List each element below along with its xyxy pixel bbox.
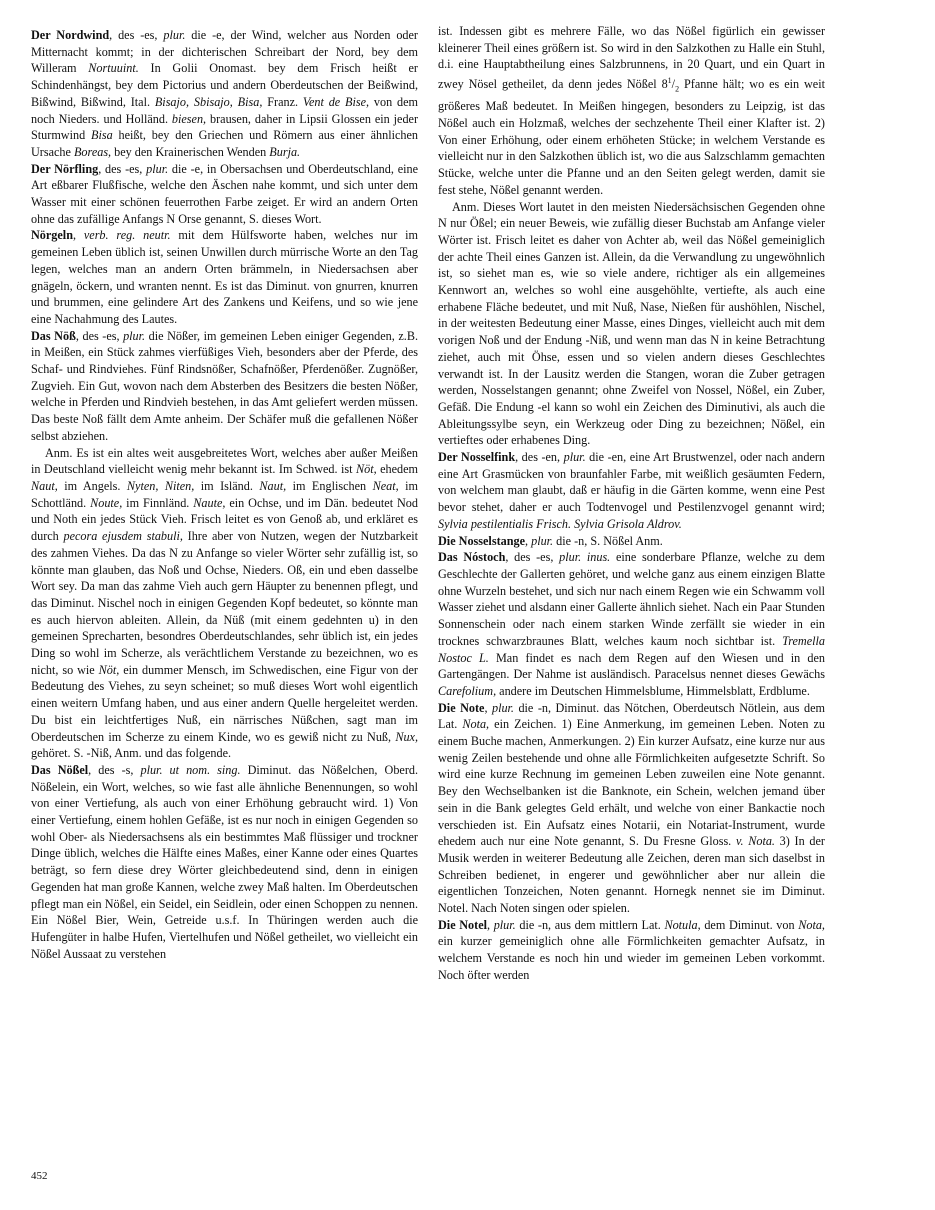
entry-text: im Schottländ. [31, 478, 418, 510]
entry-text: von dem noch Nieders. und Holländ. [31, 94, 419, 126]
entry-headword: Der Nörfling [31, 161, 99, 176]
entry-nosselstange [438, 533, 825, 550]
entry-text: die -n, aus dem mittlern Lat. [515, 917, 665, 932]
entry-text: ein dummer Mensch, im Schwedischen, eine Figur von der Bedeutung des Viehes, zu seyn scheinet; so muß dieses Wort wohl eigentlich einen weitern Umfang haben, und aus einer andern Quelle hergeleitet werden. Du bist ein leichtfertiges Nuß, ein närrisches Nüßchen, sagt man im Oberdeutschen im Scherze zu einem Kinde, wo es gewiß nicht zu Nuß, [31, 662, 418, 744]
entry-text: dem Diminut. von [700, 917, 799, 932]
entry-text: Anm. Dieses Wort lautet in den meisten Niedersächsischen Gegenden ohne N nur Ößel; ein neuer Beweis, wie zufällig dieser Buchstab am Anfange vieler Wörter ist. Frisch leitet es daher von Achter ab, weil das Nößel gemeiniglich der achte Theil eines Ganzen ist. Allein, da die Verwandlung zu ungewöhnlich ist, so siehet man es, wie so viele andere, richtiger als ein allgemeines Kennwort an, welches so wohl eine ausgehöhlte, vertiefte, als auch eine erhabene Fläche bedeutet, und mit Nuß, Nase, Nießen für aushöhlen, Nischel, in der weitesten Bedeutung einer Masse, eines Dinges, vielleicht auch mit dem vorigen Noß und der Endung -Niß, und wenn man das N in keine Betrachtung ziehet, auch mit Öhse, essen und so vielen andern dieses Geschlechtes verwandt ist. In der Lausitz werden die Stangen, woran die Zuber getragen werden, Nosselstangen genannt; ohne Zweifel von Nossel, Nößel, ein Zuber, Gefäß. Die Endung -el kann so wohl ein Zeichen des Diminutivi, als auch die Ableitungssylbe seyn, ein Werkzeug oder Ding zu bezeichnen; Nößel, ein vertieftes oder erhabenes Ding. [438, 199, 825, 448]
italic-text: Burja. [269, 144, 301, 159]
italic-text: verb. reg. neutr. [83, 228, 171, 243]
entry-nosselfink [438, 449, 825, 533]
entry-text: , des -es, [109, 28, 164, 42]
italic-text: Nortuuint. [88, 61, 139, 76]
entry-text: die -e, der Wind, welcher aus Norden oder Mitternacht kommt; in der dichterischen Schreibart der Nord, bey dem Willeram [31, 28, 418, 76]
entry-text: die -e, in Obersachsen und Oberdeutschland, eine Art eßbarer Flußfische, welche den Äschen nahe kommt, und sich unter dem Wasser mit einer schönen feuerrothen Farbe zeiget. Er wird an andern Orten ohne das zufällige Anfangs N Orse genannt, S. dieses Wort. [31, 161, 418, 226]
italic-text: Naut, [31, 478, 58, 493]
left-column [31, 27, 418, 962]
entry-text: , des -es, [505, 550, 560, 565]
italic-text: Bisajo, Sbisajo, Bisa, [154, 94, 263, 109]
entry-text: Diminut. das Nößelchen, Oberd. Nößelein, ein Wort, welches, so wie fast alle ähnliche Benennungen, so wohl von einer Vertiefung, als auch von einer Erhöhung gebraucht wird. 1) Von einer Vertiefung, einem hohlen Gefäße, ist es nur noch in einigen Gegenden so wohl Ober- als Niedersachsens als ein bestimmtes Maß flüssiger und trockner Dinge üblich, welches die Hälfte eines Maßes, einer Kanne oder eines Quartes beträgt, so fern diese drey Wörter gleichbedeutend sind, denn in einigen Gegenden hat man große Kannen, welche zwey Maß halten. Im Oberdeutschen pflegt man ein Nößel, ein Seidel, ein Seidlein, oder einen Schoppen zu nennen. Ein Nößel Bier, Wein, Getreide u.s.f. In Thüringen werden auch die Hufengüter in halbe Hufen, Viertelhufen und Nößel getheilet, wo vielleicht ein Nößel Aussaat zu verstehen [31, 762, 419, 961]
entry-text: im Finnländ. [122, 495, 194, 510]
italic-text: Nöt, [355, 462, 377, 477]
italic-text: Neat, [372, 478, 399, 493]
entry-headword: Der Nosselfink [438, 450, 516, 465]
entry-text: brausen, daher in Lipsii Glossen ein jeder Sturmwind [31, 111, 419, 143]
italic-text: v. Nota. [735, 834, 775, 849]
entry-text: im Angels. [57, 478, 127, 493]
italic-text: Naut, [259, 478, 287, 493]
entry-headword: Nörgeln [31, 228, 73, 243]
entry-text: bey den Krainerischen Wenden [111, 144, 270, 159]
entry-text: gehöret. S. -Niß, Anm. und das folgende. [31, 746, 232, 761]
entry-text: die Nößer, im gemeinen Leben einiger Gegenden, z.B. in Meißen, ein Stück zahmes vierfüßiges Vieh, besonders aber der Pferde, des Schaf- und Rindviehes. Fünf Rindsnößer, Schafnößer, Pferdenößer. Zugnößer, Zugvieh. Ein Gut, wovon nach dem Absterben des Besitzers die besten Nößer, welche in Pferden und Rindvieh bestehen, in das Amt geliefert werden müssen. Das beste Noß fällt dem Amte anheim. Der Schäfer muß die gefallenen Nößer selbst abziehen. [31, 328, 418, 443]
entry-headword: Der Nordwind [31, 28, 110, 42]
entry-text: , des -es, [98, 161, 147, 176]
italic-text: Carefolium, [438, 683, 497, 698]
italic-text: Nyten, Niten, [126, 478, 195, 493]
italic-text: Tremella Nostoc L. [438, 633, 825, 665]
entry-text: Pfanne hält; wo es ein weit größeres Maß bedeutet. In Meißen hingegen, besonders zu Leipzig, ist das Nößel auch ein Holzmaß, welches der sechzehente Theil einer Klafter ist. 2) Von einer Erhöhung, oder einem erhöheten Stücke; in welchem Verstande es vielleicht nur in den Salzkothen üblich ist, wo die aus Salzschlamm gemachten Stücke, welche unter die Pfanne und an den Seiten gelegt werden, damit sie fest stehe, Nößel genannt werden. [438, 77, 825, 197]
entry-text: die -n, S. Nößel Anm. [553, 533, 663, 548]
entry-headword: Das Nößel [31, 762, 89, 777]
italic-text: Nux, [395, 729, 418, 744]
entry-text: , [484, 700, 492, 715]
entry-text: Man findet es nach dem Regen auf den Wiesen und in den Gartengängen. Der Nahme ist ausländisch. Paracelsus nennet dieses Gewächs [438, 650, 825, 682]
italic-text: plur. [491, 700, 514, 715]
entry-text: ein Zeichen. 1) Eine Anmerkung, im gemeinen Leben. Noten zu einem Buche machen, Anmerkungen. 2) Ein kurzer Aufsatz, eine kurze nur aus wenig Zeilen bestehende und ohne alle Förmlichkeiten aufgesetzte Schrift. So wird eine kurze Rechnung im gemeinen Leben zuweilen eine Note genannt. Bey den Wechselbanken ist die Banknote, ein Schein, welchen jemand über sein in die Bank gelegtes Geld erhält, und welche von einer Bankactie noch verschieden ist. Ein Aufsatz eines Notarii, ein Notariat-Instrument, wurde ehedem auch nur eine Note genannt, S. Du Fresne Gloss. [438, 717, 825, 849]
entry-noessel-anm [438, 199, 825, 450]
italic-text: Boreas, [73, 144, 112, 159]
entry-noessel-cont [438, 23, 825, 199]
italic-text: plur. [493, 917, 516, 932]
italic-text: Sylvia pestilentialis Frisch. Sylvia Grisola Aldrov. [438, 516, 682, 531]
fraction-denominator: 2 [675, 84, 680, 94]
entry-noerfling [31, 161, 418, 228]
italic-text: plur. [163, 28, 186, 42]
fraction-numerator: 1 [667, 76, 672, 86]
italic-text: Naute, [193, 495, 226, 510]
italic-text: plur. inus. [559, 550, 611, 565]
entry-headword: Die Notel [438, 917, 487, 932]
entry-text: die -en, eine Art Brustwenzel, oder nach andern eine Art Grasmücken von braunfahler Farbe, mit weißlich gesäumten Federn, von welchem man glaubt, daß er häufig in die Gärten komme, wenn eine Pest bevor stehet, daher er auch Todtenvogel und Pestilenzvogel genannt wird; [438, 450, 826, 515]
entry-text: , [72, 228, 84, 243]
entry-headword: Das Nöß [31, 328, 76, 343]
italic-text: pecora ejusdem stabuli, [63, 529, 183, 544]
entry-text: Ihre aber von Nutzen, wegen der Nutzbarkeit des zahmen Viehes. Da das N zu Anfange so vieler Wörter sehr zufällig ist, so könnte man glauben, das Noß und Ochse, Nieders. Oß, ein und eben dasselbe Wort sey. Da man das zahme Vieh auch gern Häupter zu benennen pflegt, und das Diminut. Nischel noch in einigen Gegenden Kopf bedeutet, so könnte man es auch hiervon ableiten. Allein, da Nüß (mit einem gedehnten u) in den gemeinen Sprecharten, besondres Oberdeutschlandes, sehr üblich ist, ein jedes Ding so wohl im Scherze, als verächtlichem Verstande zu bezeichnen, wo es nicht, so wie [31, 529, 419, 677]
entry-headword: Die Nosselstange [438, 533, 525, 548]
entry-text: , des -es, [75, 328, 124, 343]
italic-text: Bisa [91, 128, 113, 143]
entry-text: die -n, Diminut. das Nötchen, Oberdeutsch Nötlein, aus dem Lat. [438, 700, 825, 732]
entry-noss [31, 328, 418, 445]
italic-text: plur. [563, 450, 586, 465]
entry-text: ein kurzer gemeiniglich ohne alle Förmlichkeiten gemachter Aufsatz, in welchem Verstande es noch hin und wieder im gemeinen Leben vorkommt. Noch öfter werden [438, 934, 825, 982]
italic-text: plur. [123, 328, 146, 343]
entry-text: mit dem Hülfsworte haben, welches nur im gemeinen Leben üblich ist, seinen Unwillen durch mürrische Worte an den Tag legen, welches man an andern Orten brämmeln, in Niedersachsen aber gnägeln, öckern, und wranten nennt. Es ist das Diminut. von gnurren, knurren und brummen, eine gelindere Art des Zankens und Keifens, und so wie jene eine Nachahmung des Lautes. [31, 228, 419, 326]
entry-text: , des -s, [88, 762, 141, 777]
italic-text: plur. [531, 533, 554, 548]
entry-text: ist. Indessen gibt es mehrere Fälle, wo das Nößel figürlich ein gewisser kleinerer Theil eines größern ist. So wird in den Salzkothen zu Halle ein Stuhl, d.i. eine Hauptabtheilung eines Salzbrunnens, in 20 Quart, und ein Quart in zwey Nösel getheilet, da denn jedes Nößel 8 [438, 24, 825, 92]
entry-text: Anm. Es ist ein altes weit ausgebreitetes Wort, welches aber außer Meißen in Deutschland vielleicht wenig mehr bekannt ist. Im Schwed. ist [31, 445, 418, 477]
entry-noergeln [31, 227, 418, 327]
entry-text: ein Ochse, und im Dän. bedeutet Nod und Noth ein jedes Stück Vieh. Frisch leitet es von Genoß ab, und erkläret es durch [31, 495, 418, 544]
entry-noessel [31, 762, 418, 962]
italic-text: Nöt, [98, 662, 120, 677]
entry-text: , [525, 533, 532, 548]
right-column [438, 23, 825, 984]
italic-text: Nota, [462, 717, 490, 732]
italic-text: biesen, [171, 111, 207, 126]
page-number: 452 [31, 1170, 48, 1182]
entry-headword: Das Nóstoch [438, 550, 506, 565]
italic-text: plur. ut nom. sing. [140, 762, 241, 777]
entry-noss-anm [31, 445, 418, 762]
italic-text: Noute, [90, 495, 123, 510]
entry-text: / [671, 77, 676, 92]
entry-text: ehedem [376, 462, 418, 477]
entry-text: Franz. [262, 94, 303, 109]
italic-text: Notula, [664, 917, 701, 932]
italic-text: plur. [146, 161, 169, 176]
entry-headword: Die Note [438, 700, 485, 715]
entry-text: In Golii Onomast. bey dem Frisch heißt er Schindenhängst, bey dem Pictorius und andern Oberdeutschen der Beißwind, Bißwind, Bißwind, Ital. [31, 61, 418, 109]
entry-text: , [487, 917, 494, 932]
entry-text: , des -en, [515, 450, 564, 465]
entry-text: heißt, bey den Griechen und Römern aus einer ähnlichen Ursache [31, 128, 419, 159]
italic-text: Vent de Bise, [302, 94, 370, 109]
entry-text: andere im Deutschen Himmelsblume, Himmelsblatt, Erdblume. [496, 683, 810, 698]
entry-text: eine sonderbare Pflanze, welche zu dem Geschlechte der Gallerten gehöret, und welche ganz aus einem einzigen Blatte ohne Wurzeln bestehet, und sich nur nach einem Regen wie ein Schwamm voll Wasser ziehet und alsdann einer Gallerte ähnlich siehet. Nach ein Paar Stunden Sonnenschein oder nach einem starken Winde zerfällt sie wieder in ein trocknes schwarzbraunes Blatt, welches kaum noch sichtbar ist. [438, 550, 825, 648]
entry-notel [438, 917, 825, 984]
entry-text: 3) In der Musik werden in weiterer Bedeutung alle Zeichen, deren man sich daselbst in Schreiben bedienet, in engerer und gewöhnlicher aber nur allein die eigentlichen Tonzeichen, Noten genannt. Hornegk nennet sie im Diminut. Notel. Nach Noten singen oder spielen. [438, 834, 825, 916]
entry-note [438, 700, 825, 917]
entry-nordwind [31, 27, 418, 161]
entry-text: im Isländ. [194, 478, 260, 493]
entry-text: im Englischen [286, 478, 373, 493]
italic-text: Nota, [798, 917, 825, 932]
entry-nostoch [438, 549, 825, 699]
